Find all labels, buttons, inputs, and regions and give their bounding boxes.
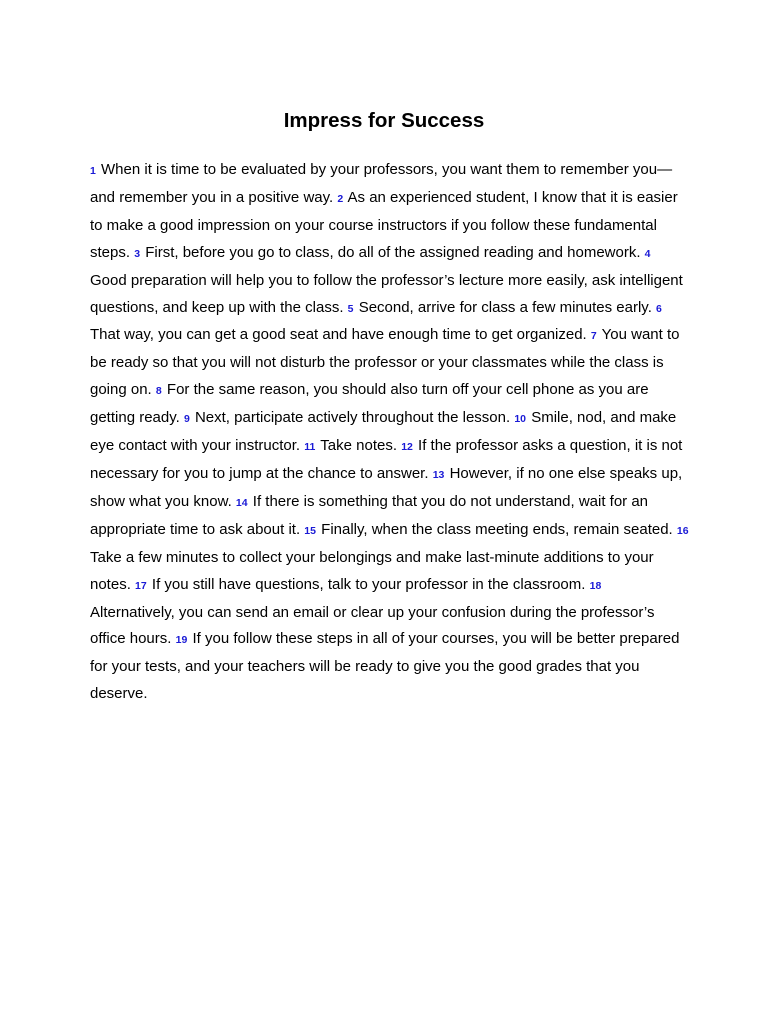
sentence-number: 8	[155, 385, 162, 398]
sentence-number: 17	[135, 579, 147, 592]
document-title: Impress for Success	[283, 109, 485, 132]
sentence-text: Take notes.	[320, 437, 398, 455]
sentence	[304, 437, 397, 454]
sentence-number: 19	[175, 634, 188, 647]
sentence-text: You want to be ready so that you will not disturb the professor or your classmates while the class is going on.	[90, 326, 680, 399]
sentence-text: Good preparation will help you to follow the professor’s lecture more easily, ask intelligent questions, and keep up with the class.	[90, 271, 683, 316]
sentence	[184, 409, 510, 426]
sentence-number: 14	[235, 496, 248, 509]
sentence-number: 3	[134, 247, 141, 260]
sentence-number: 1	[90, 165, 96, 177]
sentence-text: Smile, nod, and make eye contact with your instructor.	[90, 409, 677, 455]
sentence-text: When it is time to be evaluated by your professors, you want them to remember you—and remember you in a positive way.	[90, 161, 673, 206]
sentence-number: 7	[590, 330, 597, 343]
sentence-number: 6	[656, 302, 662, 315]
sentence-text: Take a few minutes to collect your belongings and make last-minute additions to your notes.	[90, 548, 654, 593]
sentence-number: 11	[304, 441, 316, 454]
sentence-text: First, before you go to class, do all of the assigned reading and homework.	[145, 243, 641, 261]
sentence-text: Next, participate actively throughout the lesson.	[194, 409, 511, 427]
sentence-number: 16	[676, 524, 689, 537]
sentence-number: 2	[337, 192, 344, 205]
sentence-text: Alternatively, you can send an email or clear up your confusion during the professor’s office hours.	[90, 603, 655, 648]
sentence-number: 9	[183, 413, 190, 426]
sentence-text: However, if no one else speaks up, show what you know.	[90, 464, 683, 510]
sentence-text: As an experienced student, I know that it is easier to make a good impression on your course instructors if you follow these fundamental steps.	[90, 188, 678, 261]
sentence	[135, 576, 585, 593]
sentence-number: 15	[304, 524, 316, 537]
document-paragraph	[90, 157, 690, 708]
sentence-number: 18	[589, 579, 602, 592]
sentence-text: If the professor asks a question, it is not necessary for you to jump at the chance to answer.	[90, 437, 683, 482]
sentence-number: 4	[644, 247, 651, 260]
sentence	[90, 630, 679, 702]
sentence-text: If there is something that you do not understand, wait for an appropriate time to ask about it.	[90, 492, 649, 538]
sentence	[348, 299, 652, 316]
sentence-text: Second, arrive for class a few minutes early.	[358, 298, 652, 316]
sentence	[134, 244, 640, 261]
sentence-text: If you still have questions, talk to your professor in the classroom.	[151, 575, 586, 593]
sentence-text: That way, you can get a good seat and have enough time to get organized.	[90, 326, 587, 344]
sentence-text: If you follow these steps in all of your courses, you will be better prepared for your tests, and your teachers will be ready to give you the good grades that you deserve.	[90, 630, 680, 703]
sentence-number: 5	[347, 302, 354, 315]
sentence-text: Finally, when the class meeting ends, remain seated.	[321, 520, 673, 538]
sentence-number: 12	[401, 441, 413, 454]
sentence	[304, 521, 672, 538]
sentence-number: 10	[514, 413, 527, 426]
sentence-number: 13	[432, 468, 445, 481]
sentence-text: For the same reason, you should also turn off your cell phone as you are getting ready.	[90, 381, 649, 427]
